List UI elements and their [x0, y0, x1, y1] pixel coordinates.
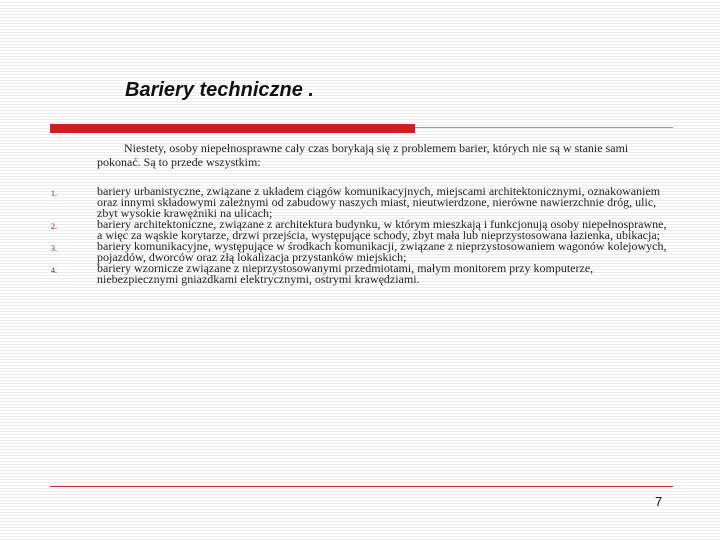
title-accent-bar: [50, 124, 415, 133]
list-item-number: 4.: [51, 266, 57, 275]
list-item-text: bariery komunikacyjne, występujące w środkach komunikacji, związane z nieprzystosowaniem wagonów kolejowych, pojazdów, dworców oraz złą lokalizacja przystanków miejskich;: [97, 239, 667, 264]
list-item-text: bariery wzornicze związane z nieprzystosowanymi przedmiotami, małym monitorem przy komputerze, niebezpiecznymi gniazdkami elektrycznymi, ostrymi krawędziami.: [97, 261, 594, 286]
list-item-text: bariery architektoniczne, związane z architektura budynku, w którym mieszkają i funkcjonują osoby niepełnosprawne, a więc za wąskie korytarze, drzwi przejścia, występujące schody, zbyt mała lub nieprzystosowana łazienka, ubikacja;: [97, 217, 667, 242]
footer-divider: [50, 486, 673, 487]
list-item-number: 2.: [51, 222, 57, 231]
page-number: 7: [655, 494, 663, 509]
title-underline: [415, 127, 673, 128]
intro-paragraph: Niestety, osoby niepełnosprawne cały czas borykają się z problemem barier, których nie są w stanie sami pokonać. Są to przede wszystkim:: [97, 141, 629, 169]
list-item: [0, 263, 720, 285]
list-item-number: 3.: [51, 244, 57, 253]
list-item-text: bariery urbanistyczne, związane z układem ciągów komunikacyjnych, miejscami architektonicznymi, oznakowaniem oraz innymi składowymi zależnymi od zabudowy naszych miast, nieutwierdzone, nierówne nawierzchnie dróg, ulic, zbyt wysokie krawężniki na ulicach;: [97, 184, 661, 220]
barrier-list: [0, 186, 720, 285]
list-item: [0, 186, 720, 219]
list-item: [0, 241, 720, 263]
list-item-number: 1.: [51, 189, 57, 198]
slide-title: Bariery techniczne .: [125, 79, 314, 101]
list-item: [0, 219, 720, 241]
